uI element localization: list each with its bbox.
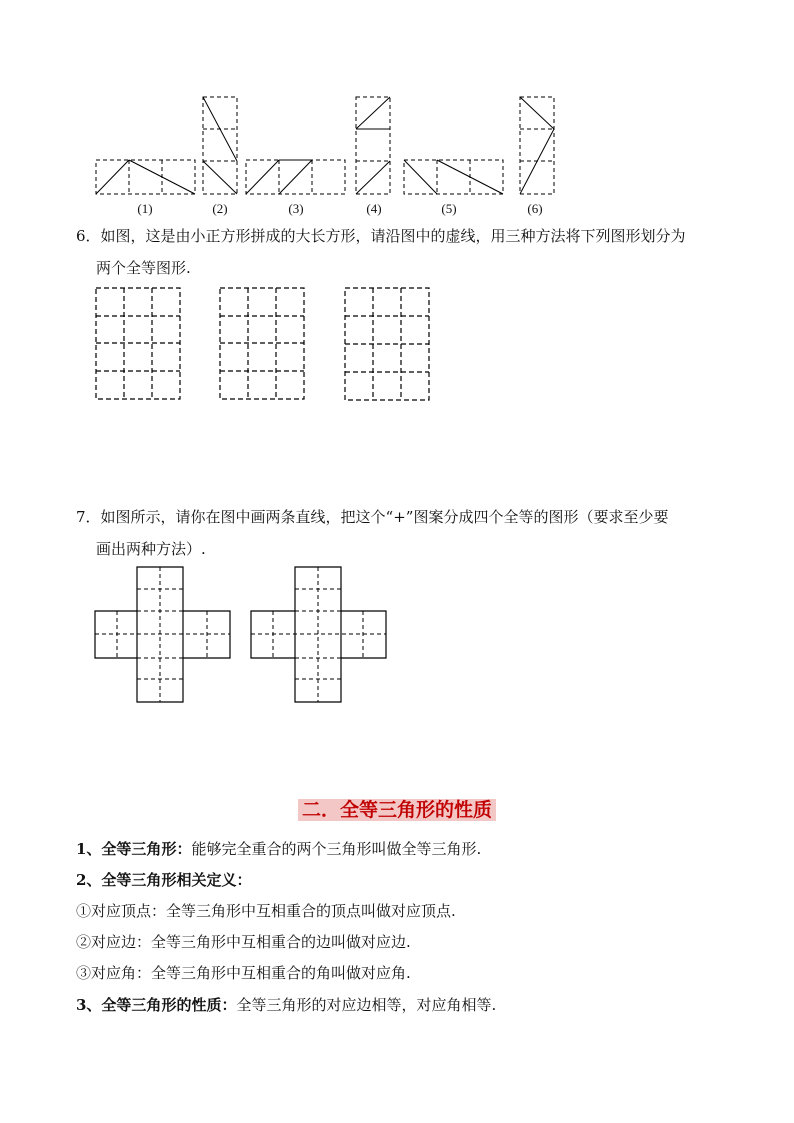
- figure-1: [96, 160, 196, 196]
- question-7-line-1: 7．如图所示，请你在图中画两条直线，把这个“+”图案分成四个全等的图形（要求至少要: [76, 508, 669, 526]
- figure-6: [520, 97, 556, 197]
- point-3: [76, 995, 496, 1015]
- point-2b: [76, 932, 411, 952]
- figure-label: (5): [441, 201, 457, 216]
- figure-label: (4): [366, 201, 382, 216]
- figure-label: (3): [288, 201, 304, 216]
- point-2c: [76, 963, 411, 983]
- figure-2: [203, 97, 239, 197]
- question-7-line-2: 画出两种方法）.: [96, 540, 206, 558]
- plus-figure-1: [95, 567, 233, 705]
- figure-label: (6): [527, 201, 543, 216]
- point-2c-text: ③对应角：全等三角形中互相重合的角叫做对应角.: [76, 964, 411, 982]
- figure-3: [246, 160, 348, 196]
- figure-5: [404, 160, 506, 196]
- plus-figure-2: [251, 567, 389, 705]
- point-2: [76, 870, 251, 890]
- point-1: [76, 839, 481, 859]
- dashed-grid-1: [96, 288, 182, 400]
- figure-label: (2): [212, 201, 228, 216]
- point-2a: [76, 901, 456, 921]
- point-1-label: 1、全等三角形：: [76, 840, 192, 858]
- question-6-line-1: 6．如图，这是由小正方形拼成的大长方形，请沿图中的虚线，用三种方法将下列图形划分为: [76, 227, 686, 245]
- point-3-text: 全等三角形的对应边相等，对应角相等.: [236, 996, 497, 1014]
- dashed-grid-3: [345, 288, 431, 402]
- dashed-grid-2: [220, 288, 306, 400]
- point-2-label: 2、全等三角形相关定义：: [76, 871, 252, 889]
- point-2b-text: ②对应边：全等三角形中互相重合的边叫做对应边.: [76, 933, 411, 951]
- point-2a-text: ①对应顶点：全等三角形中互相重合的顶点叫做对应顶点.: [76, 902, 456, 920]
- point-1-text: 能够完全重合的两个三角形叫做全等三角形.: [191, 840, 482, 858]
- question-6-line-2: 两个全等图形.: [96, 259, 191, 277]
- point-3-label: 3、全等三角形的性质：: [76, 996, 237, 1014]
- section-heading: 二．全等三角形的性质: [298, 799, 496, 821]
- figure-label: (1): [137, 201, 153, 216]
- figure-4: [356, 97, 392, 197]
